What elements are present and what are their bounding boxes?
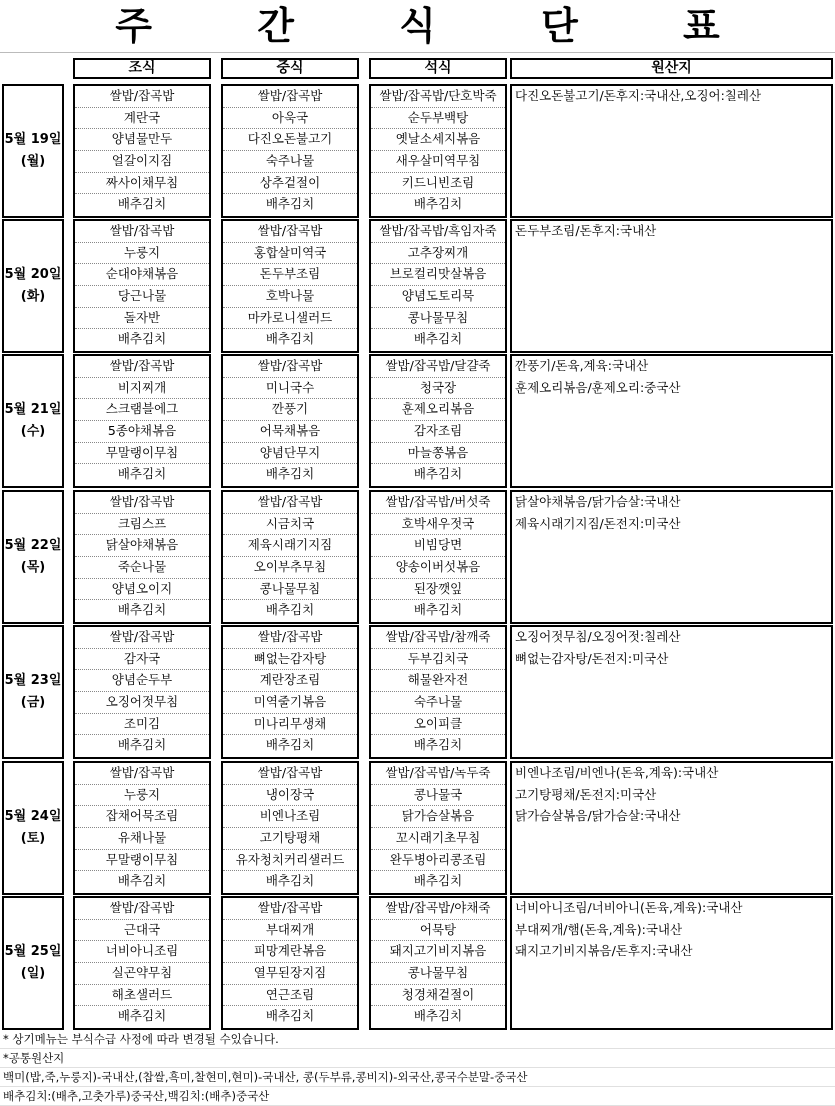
menu-item: 열무된장지짐 <box>223 963 357 985</box>
date-label: 5월 21일 <box>4 402 62 417</box>
menu-item: 배추김치 <box>265 602 315 618</box>
menu-item: 쌀밥/잡곡밥/버섯죽 <box>371 492 505 514</box>
menu-item: 돌자반 <box>75 308 209 330</box>
menu-item: 유자청치커리샐러드 <box>223 850 357 872</box>
menu-item: 다진오돈불고기 <box>223 129 357 151</box>
menu-item: 부대찌개 <box>223 920 357 942</box>
menu-item: 미역줄기볶음 <box>223 692 357 714</box>
menu-item: 홍합살미역국 <box>223 243 357 265</box>
menu-item: 배추김치 <box>413 196 463 212</box>
menu-item: 쌀밥/잡곡밥 <box>75 763 209 785</box>
dinner-column <box>369 490 507 624</box>
menu-item: 배추김치 <box>413 466 463 482</box>
origin-item: 제육시래기지짐/돈전지:미국산 <box>515 515 681 531</box>
breakfast-column <box>73 896 211 1030</box>
menu-item: 쌀밥/잡곡밥 <box>75 492 209 514</box>
footer-notes <box>0 1030 835 1106</box>
menu-item: 상추겉절이 <box>223 173 357 195</box>
menu-item: 배추김치 <box>117 466 167 482</box>
dinner-column <box>369 84 507 218</box>
weekday-label: (월) <box>20 154 46 169</box>
menu-item: 쌀밥/잡곡밥/참깨죽 <box>371 627 505 649</box>
menu-item: 키드니빈조림 <box>371 173 505 195</box>
origin-item: 닭살야채볶음/닭가슴살:국내산 <box>515 494 681 509</box>
menu-item: 배추김치 <box>413 331 463 347</box>
date-label: 5월 22일 <box>4 538 62 553</box>
menu-item: 연근조림 <box>223 985 357 1007</box>
menu-item: 콩나물국 <box>371 785 505 807</box>
day-block <box>0 896 835 1030</box>
menu-item: 양념물만두 <box>75 129 209 151</box>
menu-item: 쌀밥/잡곡밥/단호박죽 <box>371 86 505 108</box>
footer-note: 배추김치:(배추,고춧가루)중국산,백김치:(배추)중국산 <box>0 1087 835 1106</box>
menu-item: 짜사이채무침 <box>75 173 209 195</box>
origin-item: 비엔나조림/비엔나(돈육,계육):국내산 <box>515 765 719 780</box>
menu-item: 쌀밥/잡곡밥/흑임자죽 <box>371 221 505 243</box>
menu-item: 쌀밥/잡곡밥 <box>223 492 357 514</box>
menu-item: 5종야채볶음 <box>75 421 209 443</box>
menu-item: 무말랭이무침 <box>75 443 209 465</box>
menu-item: 뼈없는감자탕 <box>223 649 357 671</box>
day-date <box>2 219 64 353</box>
origin-item: 닭가슴살볶음/닭가슴살:국내산 <box>515 808 681 824</box>
menu-item: 오이부추무침 <box>223 557 357 579</box>
menu-item: 배추김치 <box>265 196 315 212</box>
menu-item: 배추김치 <box>413 737 463 753</box>
menu-item: 잡채어묵조림 <box>75 806 209 828</box>
lunch-column <box>221 625 359 759</box>
origin-column <box>510 490 833 624</box>
breakfast-column <box>73 490 211 624</box>
menu-item: 배추김치 <box>265 873 315 889</box>
origin-item: 오징어젓무침/오징어젓:칠레산 <box>515 629 681 644</box>
breakfast-column <box>73 761 211 895</box>
menu-item: 된장깻잎 <box>371 579 505 601</box>
menu-item: 청국장 <box>371 378 505 400</box>
lunch-column <box>221 896 359 1030</box>
origin-column <box>510 354 833 488</box>
menu-item: 깐풍기 <box>223 399 357 421</box>
menu-item: 양념도토리묵 <box>371 286 505 308</box>
date-label: 5월 25일 <box>4 944 62 959</box>
breakfast-column <box>73 219 211 353</box>
weekday-label: (일) <box>20 966 46 981</box>
menu-item: 얼갈이지짐 <box>75 151 209 173</box>
menu-item: 쌀밥/잡곡밥 <box>223 356 357 378</box>
origin-column <box>510 761 833 895</box>
date-label: 5월 19일 <box>4 132 62 147</box>
date-label: 5월 20일 <box>4 267 62 282</box>
menu-item: 순대야채볶음 <box>75 264 209 286</box>
menu-item: 계란국 <box>75 108 209 130</box>
menu-item: 쌀밥/잡곡밥 <box>223 221 357 243</box>
menu-item: 누룽지 <box>75 785 209 807</box>
footer-note: * 상기메뉴는 부식수급 사정에 따라 변경될 수있습니다. <box>0 1030 835 1049</box>
menu-item: 무말랭이무침 <box>75 850 209 872</box>
breakfast-column <box>73 84 211 218</box>
menu-item: 비빔당면 <box>371 535 505 557</box>
day-date <box>2 761 64 895</box>
menu-item: 배추김치 <box>117 331 167 347</box>
menu-item: 두부김치국 <box>371 649 505 671</box>
menu-item: 당근나물 <box>75 286 209 308</box>
menu-item: 쌀밥/잡곡밥/야채죽 <box>371 898 505 920</box>
menu-item: 쌀밥/잡곡밥 <box>75 627 209 649</box>
origin-column <box>510 84 833 218</box>
menu-item: 고추장찌개 <box>371 243 505 265</box>
menu-item: 스크램블에그 <box>75 399 209 421</box>
menu-item: 배추김치 <box>265 466 315 482</box>
header-origin: 원산지 <box>510 58 833 79</box>
menu-item: 피망계란볶음 <box>223 941 357 963</box>
origin-item: 돈두부조림/돈후지:국내산 <box>515 223 657 238</box>
day-date <box>2 490 64 624</box>
menu-item: 돼지고기비지볶음 <box>371 941 505 963</box>
menu-item: 해초샐러드 <box>75 985 209 1007</box>
breakfast-column <box>73 354 211 488</box>
menu-item: 배추김치 <box>413 1008 463 1024</box>
dinner-column <box>369 896 507 1030</box>
menu-item: 비엔나조림 <box>223 806 357 828</box>
weekday-label: (수) <box>20 424 46 439</box>
menu-item: 해물완자전 <box>371 670 505 692</box>
menu-item: 실곤약무침 <box>75 963 209 985</box>
menu-item: 닭살야채볶음 <box>75 535 209 557</box>
menu-item: 비지찌개 <box>75 378 209 400</box>
menu-item: 어묵채볶음 <box>223 421 357 443</box>
lunch-column <box>221 84 359 218</box>
menu-item: 오징어젓무침 <box>75 692 209 714</box>
menu-item: 너비아니조림 <box>75 941 209 963</box>
menu-item: 마늘쫑볶음 <box>371 443 505 465</box>
menu-item: 고기탕평채 <box>223 828 357 850</box>
menu-item: 계란장조림 <box>223 670 357 692</box>
origin-column <box>510 625 833 759</box>
origin-item: 뼈없는감자탕/돈전지:미국산 <box>515 650 669 666</box>
menu-item: 쌀밥/잡곡밥 <box>75 356 209 378</box>
header-breakfast: 조식 <box>73 58 211 79</box>
lunch-column <box>221 490 359 624</box>
origin-item: 부대찌개/햄(돈육,계육):국내산 <box>515 921 683 937</box>
menu-item: 콩나물무침 <box>223 579 357 601</box>
menu-item: 오이피클 <box>371 714 505 736</box>
day-block <box>0 490 835 624</box>
menu-item: 미나리무생채 <box>223 714 357 736</box>
day-date <box>2 625 64 759</box>
menu-item: 콩나물무침 <box>371 963 505 985</box>
menu-item: 아욱국 <box>223 108 357 130</box>
footer-note: *공통원산지 <box>0 1049 835 1068</box>
day-date <box>2 354 64 488</box>
menu-item: 쌀밥/잡곡밥 <box>75 898 209 920</box>
date-label: 5월 24일 <box>4 809 62 824</box>
menu-item: 어묵탕 <box>371 920 505 942</box>
menu-item: 훈제오리볶음 <box>371 399 505 421</box>
menu-item: 제육시래기지짐 <box>223 535 357 557</box>
menu-item: 냉이장국 <box>223 785 357 807</box>
day-block <box>0 354 835 488</box>
menu-item: 마카로니샐러드 <box>223 308 357 330</box>
menu-item: 쌀밥/잡곡밥 <box>223 898 357 920</box>
menu-item: 숙주나물 <box>371 692 505 714</box>
menu-item: 감자국 <box>75 649 209 671</box>
menu-item: 유채나물 <box>75 828 209 850</box>
footer-note: 백미(밥,죽,누룽지)-국내산,(찹쌀,흑미,찰현미,현미)-국내산, 콩(두부류,콩비지)-외국산,콩국수분말-중국산 <box>0 1068 835 1087</box>
breakfast-column <box>73 625 211 759</box>
menu-item: 호박새우젓국 <box>371 514 505 536</box>
origin-item: 너비아니조림/너비아니(돈육,계육):국내산 <box>515 900 743 915</box>
menu-item: 쌀밥/잡곡밥 <box>75 221 209 243</box>
lunch-column <box>221 761 359 895</box>
menu-item: 배추김치 <box>265 737 315 753</box>
menu-item: 양념순두부 <box>75 670 209 692</box>
menu-item: 감자조림 <box>371 421 505 443</box>
menu-item: 배추김치 <box>117 196 167 212</box>
date-label: 5월 23일 <box>4 673 62 688</box>
menu-item: 돈두부조림 <box>223 264 357 286</box>
dinner-column <box>369 219 507 353</box>
dinner-column <box>369 354 507 488</box>
menu-item: 누룽지 <box>75 243 209 265</box>
menu-item: 미니국수 <box>223 378 357 400</box>
day-block <box>0 761 835 895</box>
weekday-label: (토) <box>20 831 46 846</box>
header-lunch: 중식 <box>221 58 359 79</box>
origin-item: 다진오돈불고기/돈후지:국내산,오징어:칠레산 <box>515 88 762 103</box>
menu-item: 크림스프 <box>75 514 209 536</box>
menu-item: 쌀밥/잡곡밥 <box>223 627 357 649</box>
menu-item: 청경채겉절이 <box>371 985 505 1007</box>
menu-item: 죽순나물 <box>75 557 209 579</box>
menu-item: 닭가슴살볶음 <box>371 806 505 828</box>
menu-item: 배추김치 <box>117 737 167 753</box>
day-block <box>0 84 835 218</box>
menu-item: 양념오이지 <box>75 579 209 601</box>
menu-item: 쌀밥/잡곡밥 <box>223 763 357 785</box>
menu-item: 쌀밥/잡곡밥 <box>223 86 357 108</box>
menu-item: 배추김치 <box>265 1008 315 1024</box>
menu-item: 옛날소세지볶음 <box>371 129 505 151</box>
menu-item: 조미김 <box>75 714 209 736</box>
weekday-label: (금) <box>20 695 46 710</box>
origin-item: 훈제오리볶음/훈제오리:중국산 <box>515 379 681 395</box>
menu-item: 숙주나물 <box>223 151 357 173</box>
menu-item: 양념단무지 <box>223 443 357 465</box>
menu-item: 호박나물 <box>223 286 357 308</box>
weekday-label: (목) <box>20 560 46 575</box>
menu-item: 쌀밥/잡곡밥 <box>75 86 209 108</box>
lunch-column <box>221 354 359 488</box>
origin-column <box>510 896 833 1030</box>
dinner-column <box>369 761 507 895</box>
menu-item: 배추김치 <box>117 602 167 618</box>
origin-item: 깐풍기/돈육,계육:국내산 <box>515 358 649 373</box>
menu-item: 새우살미역무침 <box>371 151 505 173</box>
menu-item: 배추김치 <box>413 602 463 618</box>
menu-item: 양송이버섯볶음 <box>371 557 505 579</box>
origin-item: 고기탕평채/돈전지:미국산 <box>515 786 657 802</box>
menu-item: 쌀밥/잡곡밥/녹두죽 <box>371 763 505 785</box>
menu-item: 배추김치 <box>413 873 463 889</box>
menu-item: 시금치국 <box>223 514 357 536</box>
menu-item: 완두병아리콩조림 <box>371 850 505 872</box>
menu-item: 쌀밥/잡곡밥/달걀죽 <box>371 356 505 378</box>
menu-item: 순두부백탕 <box>371 108 505 130</box>
menu-item: 배추김치 <box>117 1008 167 1024</box>
page-title: 주 간 식 단 표 <box>0 0 835 53</box>
day-date <box>2 896 64 1030</box>
menu-item: 근대국 <box>75 920 209 942</box>
day-block <box>0 219 835 353</box>
lunch-column <box>221 219 359 353</box>
day-block <box>0 625 835 759</box>
origin-column <box>510 219 833 353</box>
day-date <box>2 84 64 218</box>
menu-item: 콩나물무침 <box>371 308 505 330</box>
dinner-column <box>369 625 507 759</box>
menu-item: 배추김치 <box>265 331 315 347</box>
menu-item: 배추김치 <box>117 873 167 889</box>
menu-item: 꼬시래기초무침 <box>371 828 505 850</box>
weekday-label: (화) <box>20 289 46 304</box>
header-dinner: 석식 <box>369 58 507 79</box>
origin-item: 돼지고기비지볶음/돈후지:국내산 <box>515 943 693 959</box>
menu-item: 브로컬리맛살볶음 <box>371 264 505 286</box>
